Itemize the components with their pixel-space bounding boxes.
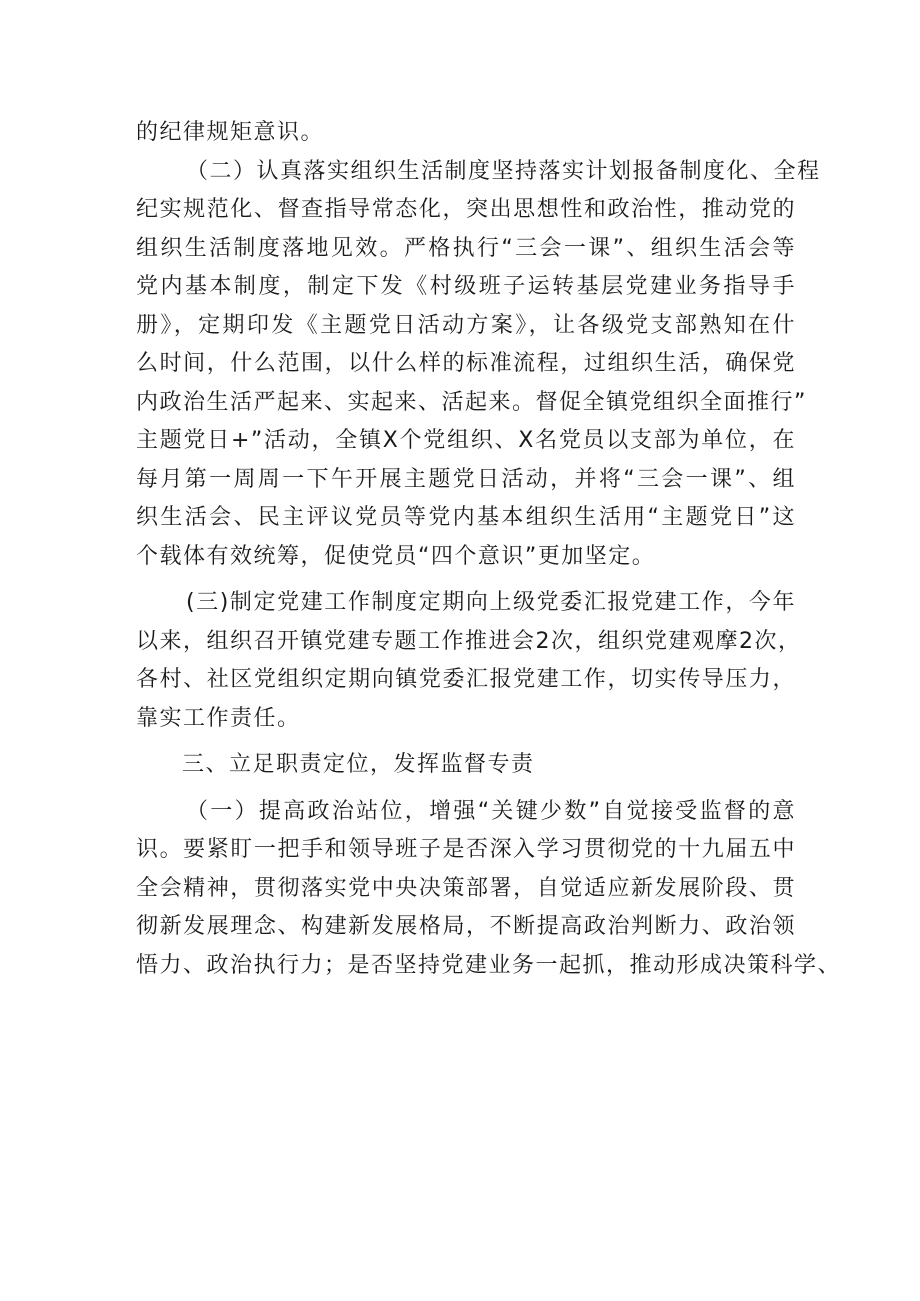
text-line: 悟力、政治执行力；是否坚持党建业务一起抓，推动形成决策科学、 [136,952,842,978]
text-line: 个载体有效统筹，促使党员“四个意识”更加坚定。 [136,543,656,569]
text-line: 识。要紧盯一把手和领导班子是否深入学习贯彻党的十九届五中 [136,837,796,862]
paragraph-heading-1: （一）提高政治站位，增强“关键少数”自觉接受监督的意 [186,798,796,824]
text-line: 么时间，什么范围，以什么样的标准流程，过组织生活，确保党 [136,351,796,376]
paragraph-heading-2: （二）认真落实组织生活制度坚持落实计划报备制度化、全程 [186,158,821,184]
text-line: 组织生活制度落地见效。严格执行“三会一课”、组织生活会等 [136,235,796,261]
text-line: 彻新发展理念、构建新发展格局，不断提高政治判断力、政治领 [136,914,796,939]
text-line: 的纪律规矩意识。 [136,120,325,145]
text-line: 党内基本制度，制定下发《村级班子运转基层党建业务指导手 [136,274,796,299]
paragraph-heading-3: (三)制定党建工作制度定期向上级党委汇报党建工作，今年 [186,590,796,615]
text-line: 以来，组织召开镇党建专题工作推进会2次，组织党建观摩2次， [136,628,802,654]
text-line: 每月第一周周一下午开展主题党日活动，并将“三会一课”、组 [136,466,796,492]
text-line: 册》，定期印发《主题党日活动方案》，让各级党支部熟知在什 [136,312,796,338]
text-line: 主题党日+”活动，全镇X个党组织、X名党员以支部为单位，在 [136,428,796,453]
text-line: 内政治生活严起来、实起来、活起来。督促全镇党组织全面推行” [136,389,807,415]
document-page [136,114,842,985]
text-line: 全会精神，贯彻落实党中央决策部署，自觉适应新发展阶段、贯 [136,875,796,901]
text-line: 纪实规范化、督查指导常态化，突出思想性和政治性，推动党的 [136,197,796,222]
text-line: 靠实工作责任。 [136,705,301,731]
text-line: 各村、社区党组织定期向镇党委汇报党建工作，切实传导压力， [136,667,796,692]
section-heading: 三、立足职责定位，发挥监督专责 [182,752,535,777]
text-line: 织生活会、民主评议党员等党内基本组织生活用“主题党日”这 [136,505,796,530]
